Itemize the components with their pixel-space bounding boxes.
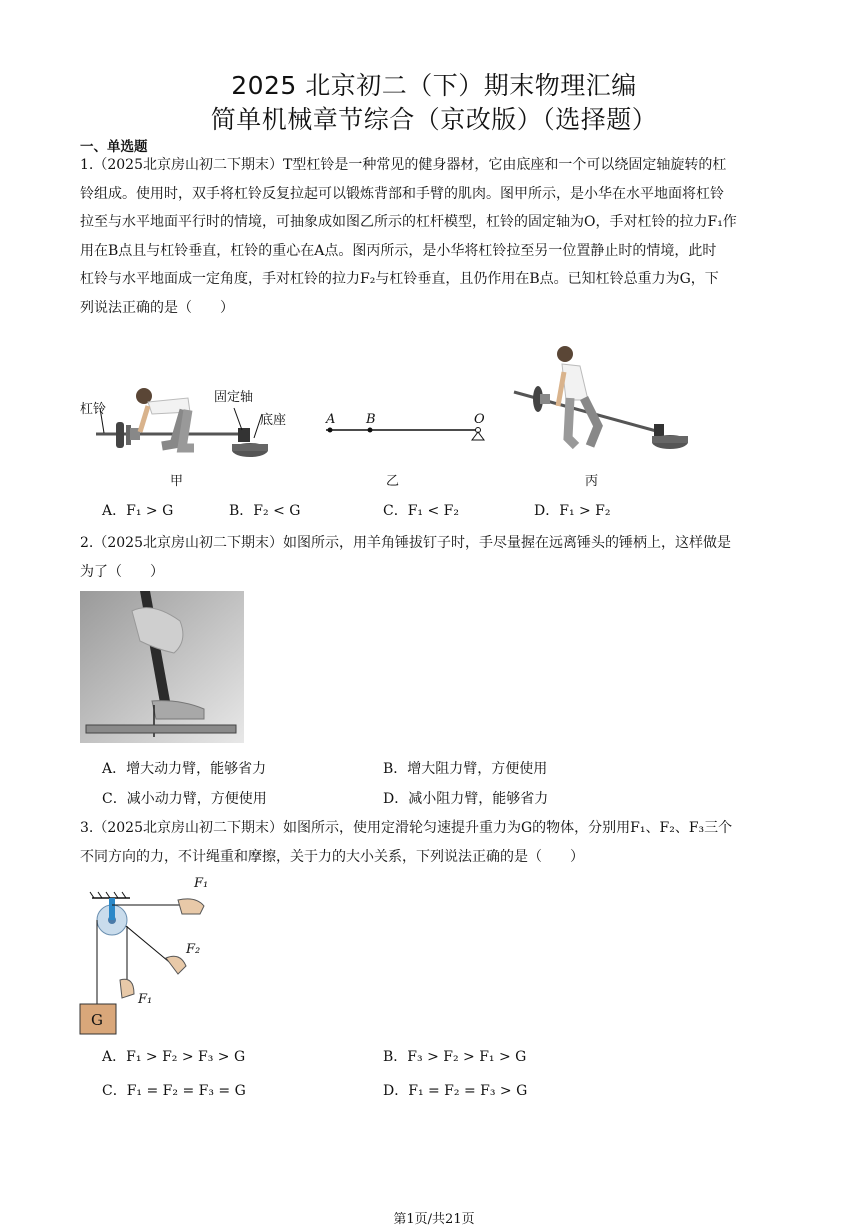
label-point-a: A bbox=[326, 412, 336, 427]
doc-subtitle: 简单机械章节综合（京改版）（选择题） bbox=[210, 105, 658, 134]
q2-option-d: D．减小阻力臂，能够省力 bbox=[383, 791, 549, 807]
question-3-text bbox=[80, 814, 792, 871]
q1-line: 拉至与水平地面平行时的情境，可抽象成如图乙所示的杠杆模型，杠铃的固定轴为O，手对杠铃的拉力F₁作 bbox=[80, 214, 737, 230]
q3-line: 不同方向的力，不计绳重和摩擦，关于力的大小关系，下列说法正确的是（ ） bbox=[80, 848, 584, 865]
q1-option-d: D．F₁ > F₂ bbox=[534, 503, 611, 519]
q3-option-a: A．F₁ > F₂ > F₃ > G bbox=[102, 1049, 246, 1065]
doc-title: 2025 北京初二（下）期末物理汇编 bbox=[231, 71, 637, 100]
caption-jia: 甲 bbox=[170, 474, 184, 489]
label-f2: F₂ bbox=[186, 942, 201, 957]
hammer-photo bbox=[80, 591, 244, 743]
q2-option-c: C．减小动力臂，方便使用 bbox=[102, 791, 267, 807]
label-point-o: O bbox=[474, 412, 485, 427]
caption-bing: 丙 bbox=[585, 474, 599, 489]
label-fixed-axis: 固定轴 bbox=[214, 390, 254, 405]
q2-line: 为了（ ） bbox=[80, 563, 164, 580]
label-f1: F₁ bbox=[138, 992, 153, 1007]
q1-line: 用在B点且与杠铃垂直，杠铃的重心在A点。图丙所示，是小华将杠铃拉至另一位置静止时的情境，此时 bbox=[80, 242, 717, 259]
q3-option-c: C．F₁ = F₂ = F₃ = G bbox=[102, 1083, 246, 1099]
q3-line: 3.（2025北京房山初二下期末）如图所示，使用定滑轮匀速提升重力为G的物体，分别用F₁、F₂、F₃三个 bbox=[80, 820, 733, 836]
label-point-b: B bbox=[366, 412, 376, 427]
question-1-text bbox=[80, 151, 792, 322]
figure-yi bbox=[318, 408, 490, 446]
figure-bing bbox=[510, 342, 690, 454]
q1-line: 铃组成。使用时，双手将杠铃反复拉起可以锻炼背部和手臂的肌肉。图甲所示，是小华在水平地面将杠铃 bbox=[80, 185, 724, 202]
label-g: G bbox=[91, 1011, 103, 1029]
section-heading: 一、单选题 bbox=[80, 139, 148, 155]
q1-option-b: B．F₂ < G bbox=[229, 503, 301, 519]
q2-option-a: A．增大动力臂，能够省力 bbox=[102, 761, 267, 777]
q2-option-b: B．增大阻力臂，方便使用 bbox=[383, 761, 548, 777]
label-f1-top: F₁ bbox=[194, 876, 209, 891]
q3-option-b: B．F₃ > F₂ > F₁ > G bbox=[383, 1049, 527, 1065]
q1-line: 杠铃与水平地面成一定角度，手对杠铃的拉力F₂与杠铃垂直，且仍作用在B点。已知杠铃总重力为G，下 bbox=[80, 271, 719, 287]
label-base: 底座 bbox=[260, 413, 287, 428]
q1-line: 列说法正确的是（ ） bbox=[80, 299, 234, 316]
q1-option-c: C．F₁ < F₂ bbox=[383, 503, 459, 519]
question-2-text bbox=[80, 529, 792, 586]
q1-line: 1.（2025北京房山初二下期末）T型杠铃是一种常见的健身器材，它由底座和一个可以绕固定轴旋转的杠 bbox=[80, 157, 727, 173]
page-footer: 第1页/共21页 bbox=[393, 1212, 475, 1227]
caption-yi: 乙 bbox=[386, 474, 400, 489]
q2-line: 2.（2025北京房山初二下期末）如图所示，用羊角锤拔钉子时，手尽量握在远离锤头的锤柄上，这样做是 bbox=[80, 535, 731, 551]
label-barbell: 杠铃 bbox=[80, 402, 107, 417]
q3-option-d: D．F₁ = F₂ = F₃ > G bbox=[383, 1083, 528, 1099]
q1-option-a: A．F₁ > G bbox=[102, 503, 174, 519]
